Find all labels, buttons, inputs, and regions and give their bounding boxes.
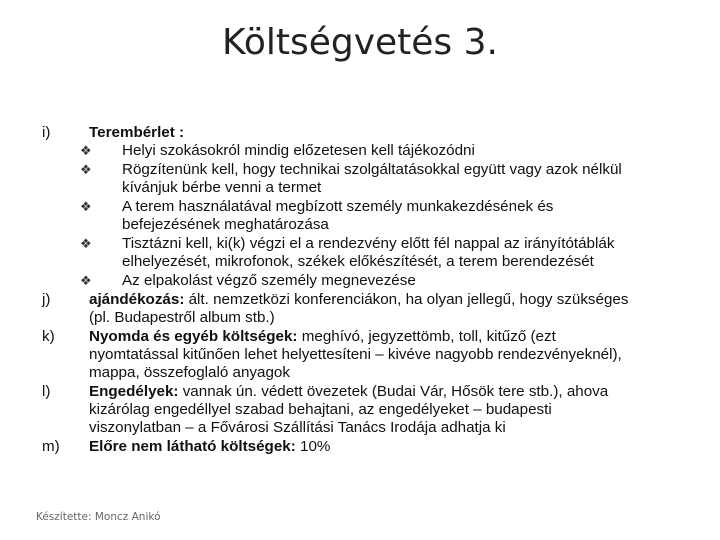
- item-k-term: Nyomda és egyéb költségek:: [89, 328, 298, 345]
- bullet-line: Rögzítenünk kell, hogy technikai szolgáltatásokkal együtt vagy azok nélkül: [122, 161, 622, 178]
- slide-footer: Készítette: Moncz Anikó: [36, 511, 161, 523]
- item-marker-l: l): [42, 383, 51, 400]
- item-j-text: [89, 291, 628, 310]
- diamond-bullet-icon: ❖: [80, 143, 92, 158]
- item-k-text: [89, 328, 556, 347]
- bullet-line: Tisztázni kell, ki(k) végzi el a rendezvény előtt fél nappal az irányítótáblák: [122, 235, 615, 252]
- item-k-cont: mappa, összefoglaló anyagok: [89, 364, 290, 381]
- bullet-line-cont: kívánjuk bérbe venni a termet: [122, 179, 322, 196]
- item-marker-j: j): [42, 291, 51, 308]
- item-k-cont: nyomtatással kitűnően lehet helyettesíteni – kivéve nagyobb rendezvényeknél),: [89, 346, 622, 363]
- item-m-text: [89, 438, 330, 457]
- item-m-term: Előre nem látható költségek:: [89, 438, 296, 455]
- item-l-cont: kizárólag engedéllyel szabad behajtani, az engedélyeket – budapesti: [89, 401, 552, 418]
- bullet-line: Az elpakolást végző személy megnevezése: [122, 272, 416, 289]
- bullet-line: A terem használatával megbízott személy munkakezdésének és: [122, 198, 554, 215]
- bullet-line-cont: befejezésének meghatározása: [122, 216, 329, 233]
- item-l-cont: viszonylatban – a Fővárosi Szállítási Tanács Irodája adhatja ki: [89, 419, 506, 436]
- item-l-term: Engedélyek:: [89, 383, 179, 400]
- item-m-desc: 10%: [295, 438, 331, 455]
- bullet-line-cont: elhelyezését, mikrofonok, székek előkészítését, a terem berendezését: [122, 253, 594, 270]
- diamond-bullet-icon: ❖: [80, 273, 92, 288]
- item-l-desc: vannak ún. védett övezetek (Budai Vár, Hősök tere stb.), ahova: [178, 383, 609, 400]
- slide-title: Költségvetés 3.: [222, 22, 498, 63]
- item-marker-m: m): [42, 438, 60, 455]
- terembérlet-heading: Terembérlet :: [89, 124, 185, 141]
- item-j-cont: (pl. Budapestről album stb.): [89, 309, 275, 326]
- item-k-desc: meghívó, jegyzettömb, toll, kitűző (ezt: [297, 328, 556, 345]
- diamond-bullet-icon: ❖: [80, 199, 92, 214]
- item-marker-i: i): [42, 124, 51, 141]
- slide-body: [0, 124, 720, 494]
- item-l-text: [89, 383, 608, 402]
- bullet-line: Helyi szokásokról mindig előzetesen kell tájékozódni: [122, 142, 475, 159]
- diamond-bullet-icon: ❖: [80, 236, 92, 251]
- item-j-term: ajándékozás:: [89, 291, 185, 308]
- item-marker-k: k): [42, 328, 55, 345]
- diamond-bullet-icon: ❖: [80, 162, 92, 177]
- item-j-desc: ált. nemzetközi konferenciákon, ha olyan jellegű, hogy szükséges: [184, 291, 629, 308]
